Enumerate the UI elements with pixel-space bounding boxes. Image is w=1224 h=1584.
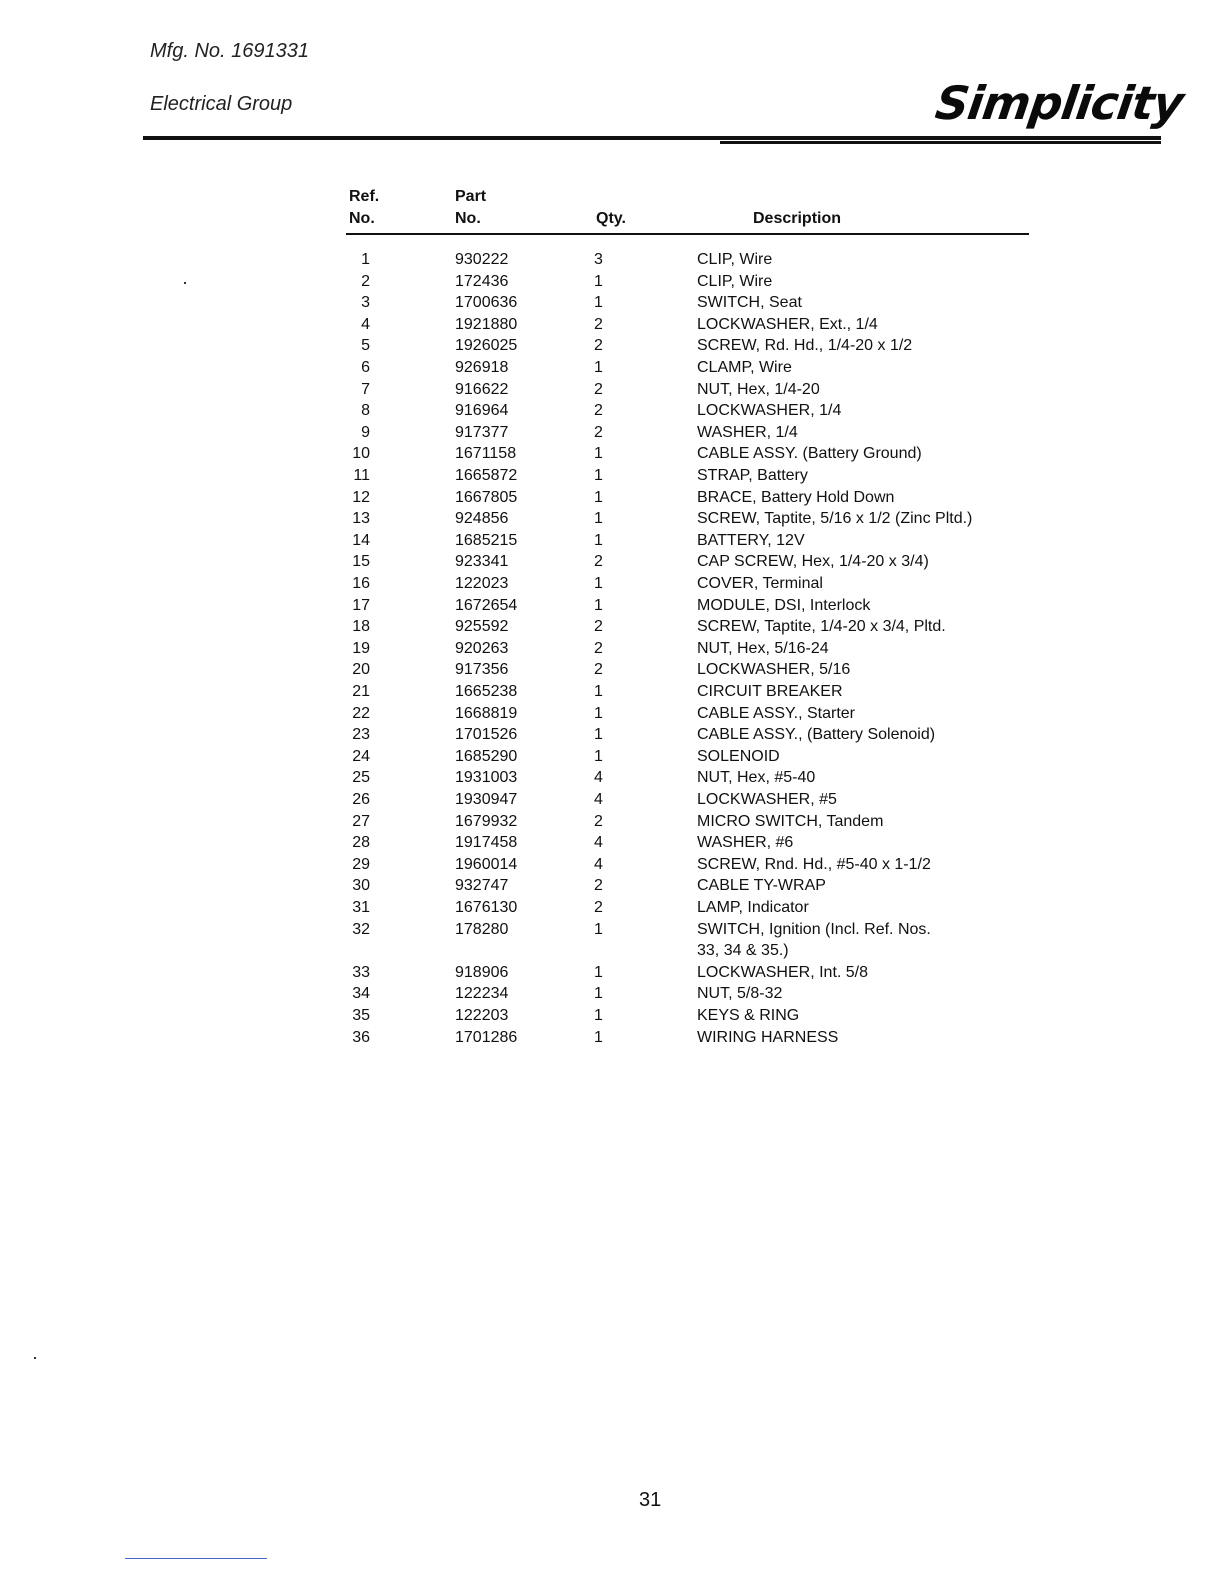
table-row [346, 573, 1046, 594]
cell-description: CLIP, Wire [697, 251, 773, 268]
cell-qty: 1 [594, 1028, 603, 1046]
cell-ref: 36 [352, 1028, 370, 1046]
cell-description: SWITCH, Ignition (Incl. Ref. Nos. [697, 920, 931, 938]
table-row [346, 962, 1046, 983]
cell-qty: 1 [594, 359, 603, 376]
cell-description: MODULE, DSI, Interlock [697, 596, 871, 614]
cell-ref: 24 [352, 747, 370, 765]
cell-part-no: 1960014 [455, 855, 518, 873]
cell-description: KEYS & RING [697, 1007, 800, 1024]
cell-ref: 32 [352, 920, 370, 938]
cell-qty: 1 [594, 467, 603, 484]
cell-part-no: 1701526 [455, 726, 518, 744]
header-underline [346, 233, 1029, 235]
cell-qty: 2 [594, 553, 603, 571]
cell-ref: 6 [361, 359, 370, 376]
cell-ref: 31 [352, 899, 370, 916]
header-rule-accent [720, 141, 1161, 144]
cell-description: SOLENOID [697, 747, 780, 765]
cell-ref: 11 [353, 467, 370, 484]
col-header-part: Part No. [455, 188, 487, 227]
cell-description: LOCKWASHER, 1/4 [697, 402, 842, 420]
cell-ref: 30 [352, 877, 370, 895]
cell-qty: 1 [594, 920, 603, 938]
cell-ref: 1 [361, 251, 370, 268]
cell-part-no: 1665238 [455, 683, 518, 700]
cell-ref: 25 [352, 769, 370, 787]
cell-part-no: 172436 [455, 272, 509, 290]
mfg-number: Mfg. No. 1691331 [150, 40, 309, 62]
cell-ref: 8 [361, 402, 370, 420]
table-row [346, 422, 1046, 443]
cell-qty: 1 [594, 294, 603, 312]
brand-logo: Simplicity [932, 76, 1187, 130]
table-row [346, 767, 1046, 788]
cell-part-no: 918906 [455, 963, 509, 981]
cell-part-no: 916964 [455, 402, 509, 420]
cell-qty: 2 [594, 402, 603, 420]
table-row [346, 681, 1046, 702]
cell-part-no: 1667805 [455, 488, 518, 506]
cell-ref: 17 [352, 596, 370, 614]
table-row [346, 508, 1046, 529]
table-row [346, 292, 1046, 313]
cell-description: LOCKWASHER, Ext., 1/4 [697, 315, 878, 333]
cell-part-no: 1930947 [455, 791, 518, 808]
cell-ref: 9 [361, 423, 370, 441]
cell-ref: 15 [352, 553, 370, 571]
cell-qty: 1 [594, 510, 603, 528]
cell-ref: 23 [352, 726, 370, 744]
table-row [346, 638, 1046, 659]
cell-qty: 1 [594, 963, 603, 981]
cell-ref: 5 [361, 337, 370, 355]
cell-part-no: 930222 [455, 251, 509, 268]
cell-qty: 1 [594, 1007, 603, 1024]
col-header-qty: Qty. [596, 210, 626, 227]
cell-part-no: 178280 [455, 920, 509, 938]
cell-description: SCREW, Taptite, 5/16 x 1/2 (Zinc Pltd.) [697, 510, 973, 528]
table-row [346, 249, 1046, 270]
cell-description: WASHER, 1/4 [697, 423, 798, 441]
cell-part-no: 1672654 [455, 596, 518, 614]
table-row [346, 919, 1046, 940]
cell-part-no: 1665872 [455, 467, 518, 484]
cell-ref: 28 [352, 834, 370, 852]
cell-ref: 12 [352, 488, 370, 506]
table-row [346, 530, 1046, 551]
cell-part-no: 925592 [455, 618, 509, 636]
cell-ref: 7 [361, 380, 370, 398]
cell-description: CLIP, Wire [697, 272, 773, 290]
cell-ref: 35 [352, 1007, 370, 1024]
cell-ref: 33 [352, 963, 370, 981]
section-title: Electrical Group [150, 93, 293, 115]
cell-part-no: 1700636 [455, 294, 518, 312]
cell-description: STRAP, Battery [697, 467, 808, 484]
table-row [346, 595, 1046, 616]
table-row [346, 832, 1046, 853]
page-number: 31 [639, 1489, 662, 1511]
table-row [346, 811, 1046, 832]
cell-part-no: 1917458 [455, 834, 518, 852]
cell-ref: 3 [361, 294, 370, 312]
table-row [346, 854, 1046, 875]
table-row [346, 897, 1046, 918]
cell-description: LOCKWASHER, Int. 5/8 [697, 963, 869, 981]
table-row [346, 724, 1046, 745]
cell-part-no: 1685290 [455, 747, 518, 765]
cell-part-no: 122023 [455, 575, 509, 592]
cell-qty: 1 [594, 488, 603, 506]
table-row [346, 875, 1046, 896]
cell-qty: 3 [594, 251, 603, 268]
cell-part-no: 1701286 [455, 1028, 518, 1046]
cell-description: COVER, Terminal [697, 575, 823, 592]
cell-ref: 34 [352, 985, 370, 1003]
cell-part-no: 1931003 [455, 769, 518, 787]
cell-qty: 4 [594, 769, 603, 787]
bottom-link-underline [125, 1558, 267, 1559]
cell-qty: 1 [594, 683, 603, 700]
cell-description: SCREW, Taptite, 1/4-20 x 3/4, Pltd. [697, 618, 946, 636]
cell-description: CLAMP, Wire [697, 359, 792, 376]
cell-description: SCREW, Rnd. Hd., #5-40 x 1-1/2 [697, 855, 931, 873]
cell-qty: 2 [594, 380, 603, 398]
cell-ref: 10 [352, 445, 370, 463]
cell-qty: 1 [594, 985, 603, 1003]
table-row [346, 746, 1046, 767]
cell-qty: 2 [594, 877, 603, 895]
cell-qty: 4 [594, 855, 603, 873]
col-header-ref: Ref. No. [349, 188, 380, 227]
cell-qty: 1 [594, 704, 603, 722]
cell-ref: 2 [361, 272, 370, 290]
cell-ref: 21 [352, 683, 370, 700]
cell-part-no: 1679932 [455, 812, 518, 830]
cell-description: CABLE TY-WRAP [697, 877, 826, 895]
cell-part-no: 932747 [455, 877, 509, 895]
cell-qty: 1 [594, 445, 603, 463]
cell-description: CAP SCREW, Hex, 1/4-20 x 3/4) [697, 553, 929, 571]
cell-description: BRACE, Battery Hold Down [697, 488, 895, 506]
cell-part-no: 1671158 [455, 445, 517, 463]
scan-speck [184, 282, 186, 284]
cell-qty: 2 [594, 639, 603, 657]
cell-ref: 22 [352, 704, 370, 722]
cell-qty: 2 [594, 337, 603, 355]
cell-ref: 16 [352, 575, 370, 592]
cell-description: CABLE ASSY., Starter [697, 704, 856, 722]
cell-part-no: 916622 [455, 380, 509, 398]
cell-part-no: 917356 [455, 661, 509, 679]
cell-ref: 20 [352, 661, 370, 679]
table-row [346, 983, 1046, 1004]
table-row [346, 703, 1046, 724]
header-rule [143, 136, 1161, 140]
cell-qty: 1 [594, 575, 603, 592]
cell-part-no: 1685215 [455, 531, 518, 549]
scan-speck [34, 1357, 36, 1359]
cell-qty: 1 [594, 596, 603, 614]
cell-part-no: 924856 [455, 510, 509, 528]
cell-description: NUT, 5/8-32 [697, 985, 783, 1003]
cell-description: WIRING HARNESS [697, 1028, 839, 1046]
table-row [346, 335, 1046, 356]
table-row [346, 551, 1046, 572]
cell-ref: 14 [352, 531, 370, 549]
cell-description: CIRCUIT BREAKER [697, 683, 843, 700]
table-row [346, 616, 1046, 637]
cell-description: LOCKWASHER, 5/16 [697, 661, 851, 679]
table-row [346, 789, 1046, 810]
cell-ref: 26 [352, 791, 370, 808]
cell-part-no: 122203 [455, 1007, 509, 1024]
cell-part-no: 1676130 [455, 899, 518, 916]
table-row [346, 443, 1046, 464]
cell-description: WASHER, #6 [697, 834, 794, 852]
table-row [346, 379, 1046, 400]
cell-ref: 4 [361, 315, 370, 333]
cell-qty: 2 [594, 661, 603, 679]
cell-part-no: 917377 [455, 423, 509, 441]
cell-qty: 2 [594, 618, 603, 636]
col-header-description: Description [753, 210, 842, 227]
cell-qty: 1 [594, 272, 603, 290]
table-row [346, 465, 1046, 486]
table-row [346, 1005, 1046, 1026]
cell-qty: 2 [594, 899, 603, 916]
table-row [346, 1027, 1046, 1048]
cell-description: SCREW, Rd. Hd., 1/4-20 x 1/2 [697, 337, 913, 355]
cell-qty: 1 [594, 531, 603, 549]
cell-qty: 4 [594, 834, 603, 852]
cell-ref: 29 [352, 855, 370, 873]
cell-description: NUT, Hex, #5-40 [697, 769, 816, 787]
table-row [346, 271, 1046, 292]
table-row [346, 357, 1046, 378]
cell-part-no: 923341 [455, 553, 509, 571]
cell-ref: 19 [352, 639, 370, 657]
cell-description: MICRO SWITCH, Tandem [697, 812, 884, 830]
cell-ref: 27 [352, 812, 370, 830]
cell-description: BATTERY, 12V [697, 531, 805, 549]
cell-part-no: 1926025 [455, 337, 518, 355]
table-row [346, 314, 1046, 335]
cell-qty: 2 [594, 315, 603, 333]
cell-description: NUT, Hex, 1/4-20 [697, 380, 820, 398]
cell-description: NUT, Hex, 5/16-24 [697, 639, 829, 657]
table-row [346, 400, 1046, 421]
cell-description: CABLE ASSY., (Battery Solenoid) [697, 726, 936, 744]
cell-part-no: 926918 [455, 359, 509, 376]
cell-qty: 4 [594, 791, 603, 808]
cell-qty: 1 [594, 726, 603, 744]
cell-description: LOCKWASHER, #5 [697, 791, 837, 808]
cell-part-no: 1668819 [455, 704, 518, 722]
cell-description: SWITCH, Seat [697, 294, 802, 312]
cell-part-no: 1921880 [455, 315, 518, 333]
row-32-continuation: 33, 34 & 35.) [697, 942, 789, 960]
table-row [346, 659, 1046, 680]
cell-ref: 18 [352, 618, 370, 636]
table-row [346, 487, 1046, 508]
cell-part-no: 920263 [455, 639, 509, 657]
cell-qty: 1 [594, 747, 603, 765]
cell-part-no: 122234 [455, 985, 509, 1003]
cell-ref: 13 [352, 510, 370, 528]
cell-qty: 2 [594, 423, 603, 441]
cell-qty: 2 [594, 812, 603, 830]
cell-description: CABLE ASSY. (Battery Ground) [697, 445, 922, 463]
cell-description: LAMP, Indicator [697, 899, 809, 916]
